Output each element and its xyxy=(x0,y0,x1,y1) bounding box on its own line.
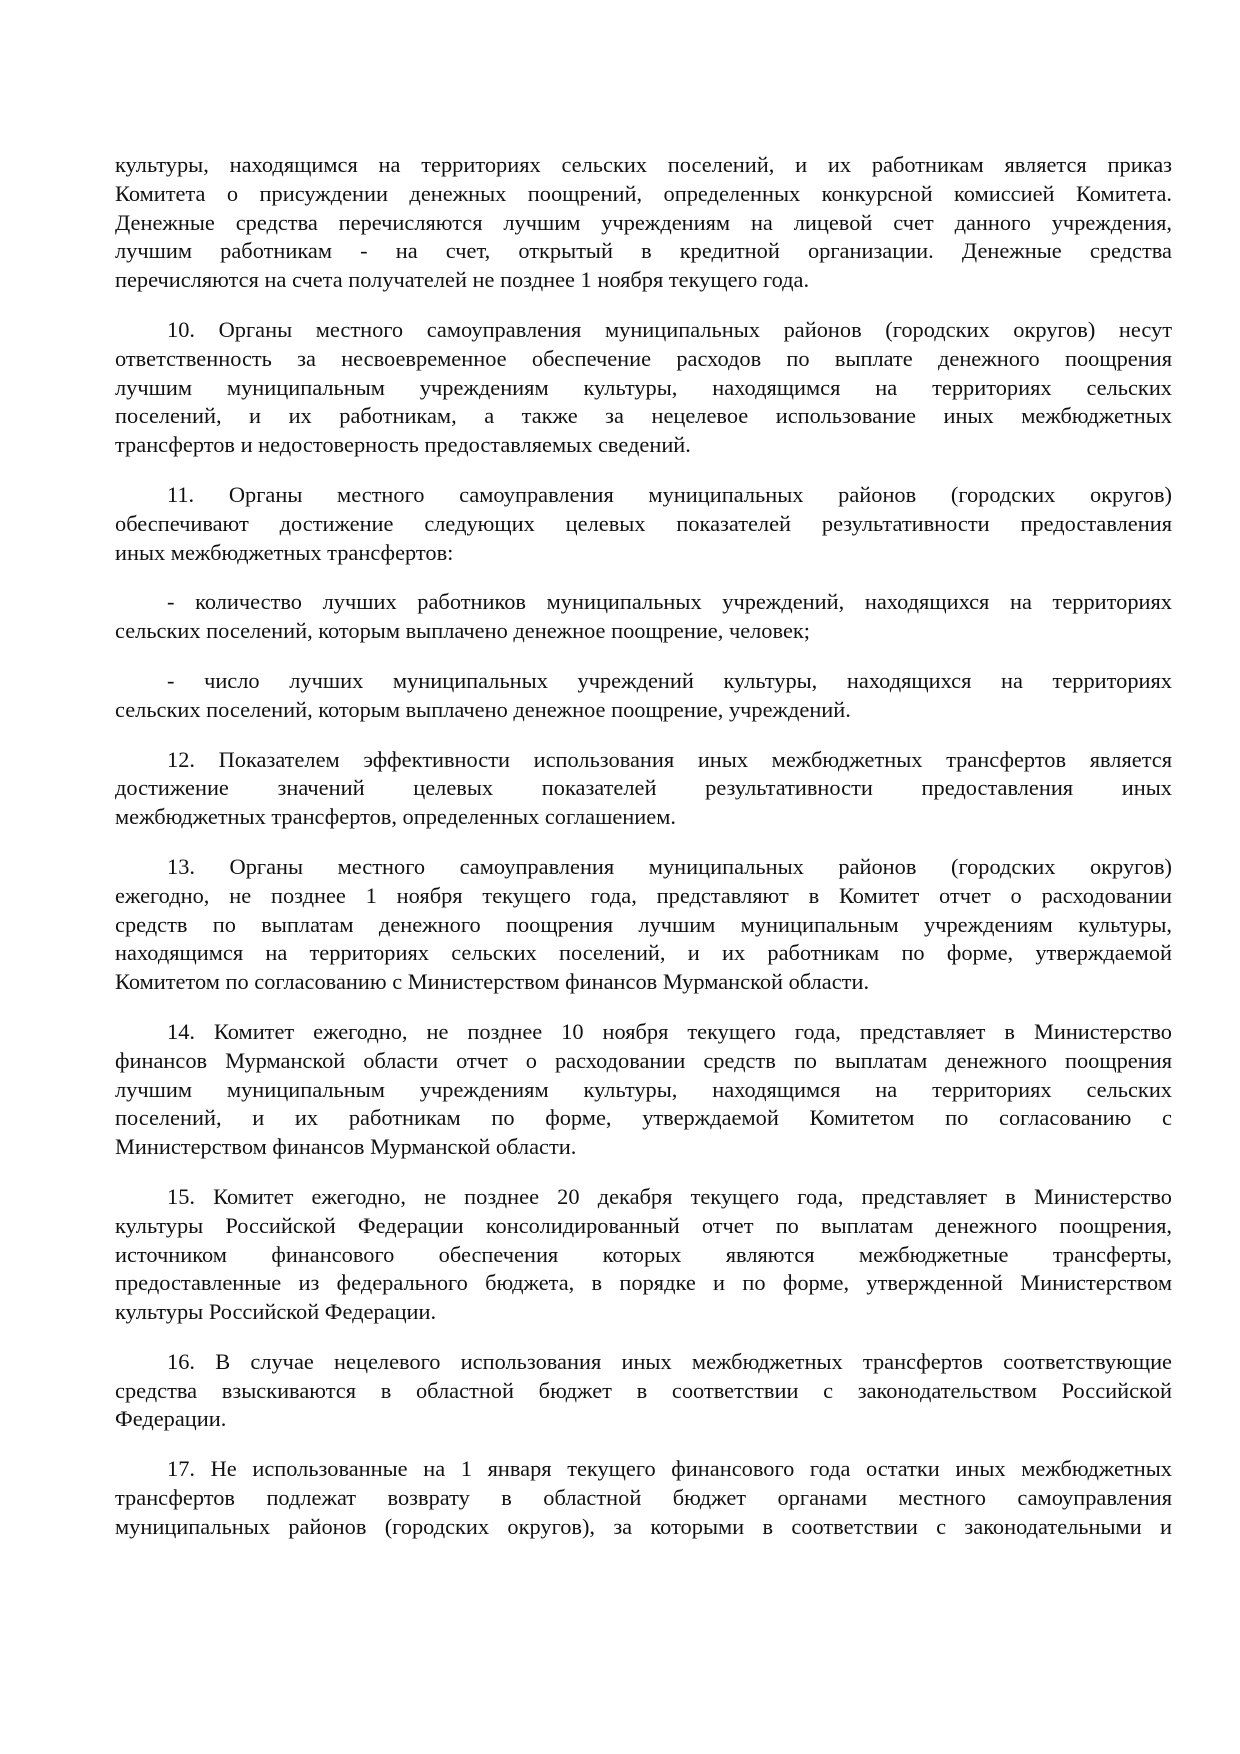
text-line: межбюджетных трансфертов, определенных соглашением. xyxy=(115,804,676,830)
paragraph xyxy=(115,151,1172,295)
text-line: предоставленные из федерального бюджета, в порядке и по форме, утвержденной Министерством xyxy=(115,1270,1172,1296)
text-line: 16. В случае нецелевого использования иных межбюджетных трансфертов соответствующие xyxy=(167,1348,1172,1374)
text-line: 12. Показателем эффективности использования иных межбюджетных трансфертов является xyxy=(167,746,1172,772)
text-line: достижение значений целевых показателей результативности предоставления иных xyxy=(115,775,1172,801)
text-line: лучшим работникам - на счет, открытый в кредитной организации. Денежные средства xyxy=(115,238,1172,264)
text-line: Денежные средства перечисляются лучшим учреждениям на лицевой счет данного учреждения, xyxy=(115,209,1172,235)
text-line: средств по выплатам денежного поощрения лучшим муниципальным учреждениям культуры, xyxy=(115,911,1172,937)
text-line: Комитетом по согласованию с Министерством финансов Мурманской области. xyxy=(115,969,870,995)
text-line: культуры Российской Федерации. xyxy=(115,1299,437,1325)
text-line: источником финансового обеспечения которых являются межбюджетные трансферты, xyxy=(115,1241,1172,1267)
text-line: трансфертов подлежат возврату в областной бюджет органами местного самоуправления xyxy=(115,1485,1172,1511)
text-line: трансфертов и недостоверность предоставляемых сведений. xyxy=(115,432,691,458)
text-line: 10. Органы местного самоуправления муниципальных районов (городских округов) несут xyxy=(167,316,1172,342)
text-line: Федерации. xyxy=(115,1406,227,1432)
text-line: находящимся на территориях сельских поселений, и их работникам по форме, утверждаемой xyxy=(115,940,1172,966)
text-line: перечисляются на счета получателей не позднее 1 ноября текущего года. xyxy=(115,267,810,293)
text-line: культуры, находящимся на территориях сельских поселений, и их работникам является приказ xyxy=(115,152,1172,177)
text-line: культуры Российской Федерации консолидированный отчет по выплатам денежного поощрения, xyxy=(115,1212,1172,1238)
paragraph xyxy=(115,588,1172,646)
text-line: 14. Комитет ежегодно, не позднее 10 ноября текущего года, представляет в Министерство xyxy=(167,1018,1172,1044)
text-line: сельских поселений, которым выплачено денежное поощрение, человек; xyxy=(115,618,810,644)
paragraph xyxy=(115,667,1172,725)
text-line: Министерством финансов Мурманской области. xyxy=(115,1134,577,1160)
paragraph xyxy=(115,1018,1172,1162)
text-line: ежегодно, не позднее 1 ноября текущего года, представляют в Комитет отчет о расходовании xyxy=(115,882,1172,908)
text-line: 11. Органы местного самоуправления муниципальных районов (городских округов) xyxy=(167,481,1172,507)
paragraph xyxy=(115,481,1172,567)
text-line: - количество лучших работников муниципальных учреждений, находящихся на территориях xyxy=(167,589,1172,615)
text-line: сельских поселений, которым выплачено денежное поощрение, учреждений. xyxy=(115,696,851,722)
text-line: 17. Не использованные на 1 января текущего финансового года остатки иных межбюджетных xyxy=(167,1456,1172,1482)
paragraph xyxy=(115,746,1172,832)
document-page xyxy=(115,151,1172,1563)
text-line: Комитета о присуждении денежных поощрений, определенных конкурсной комиссией Комитета. xyxy=(115,180,1172,206)
text-line: обеспечивают достижение следующих целевых показателей результативности предоставления xyxy=(115,510,1172,536)
paragraph xyxy=(115,1455,1172,1541)
text-line: - число лучших муниципальных учреждений культуры, находящихся на территориях xyxy=(167,667,1172,693)
text-line: ответственность за несвоевременное обеспечение расходов по выплате денежного поощрения xyxy=(115,345,1172,371)
text-line: лучшим муниципальным учреждениям культуры, находящимся на территориях сельских xyxy=(115,1076,1172,1102)
paragraph xyxy=(115,1348,1172,1434)
text-line: лучшим муниципальным учреждениям культуры, находящимся на территориях сельских xyxy=(115,374,1172,400)
text-line: иных межбюджетных трансфертов: xyxy=(115,539,454,565)
paragraph xyxy=(115,1183,1172,1327)
text-line: 13. Органы местного самоуправления муниципальных районов (городских округов) xyxy=(167,853,1172,879)
text-line: поселений, и их работникам, а также за нецелевое использование иных межбюджетных xyxy=(115,403,1172,429)
text-line: 15. Комитет ежегодно, не позднее 20 декабря текущего года, представляет в Министерство xyxy=(167,1183,1172,1209)
text-line: поселений, и их работникам по форме, утверждаемой Комитетом по согласованию с xyxy=(115,1105,1172,1131)
paragraph xyxy=(115,853,1172,997)
text-line: финансов Мурманской области отчет о расходовании средств по выплатам денежного поощрения xyxy=(115,1047,1172,1073)
paragraph xyxy=(115,316,1172,460)
text-line: средства взыскиваются в областной бюджет в соответствии с законодательством Российской xyxy=(115,1377,1172,1403)
text-line: муниципальных районов (городских округов), за которыми в соответствии с законодательными и xyxy=(115,1513,1172,1539)
